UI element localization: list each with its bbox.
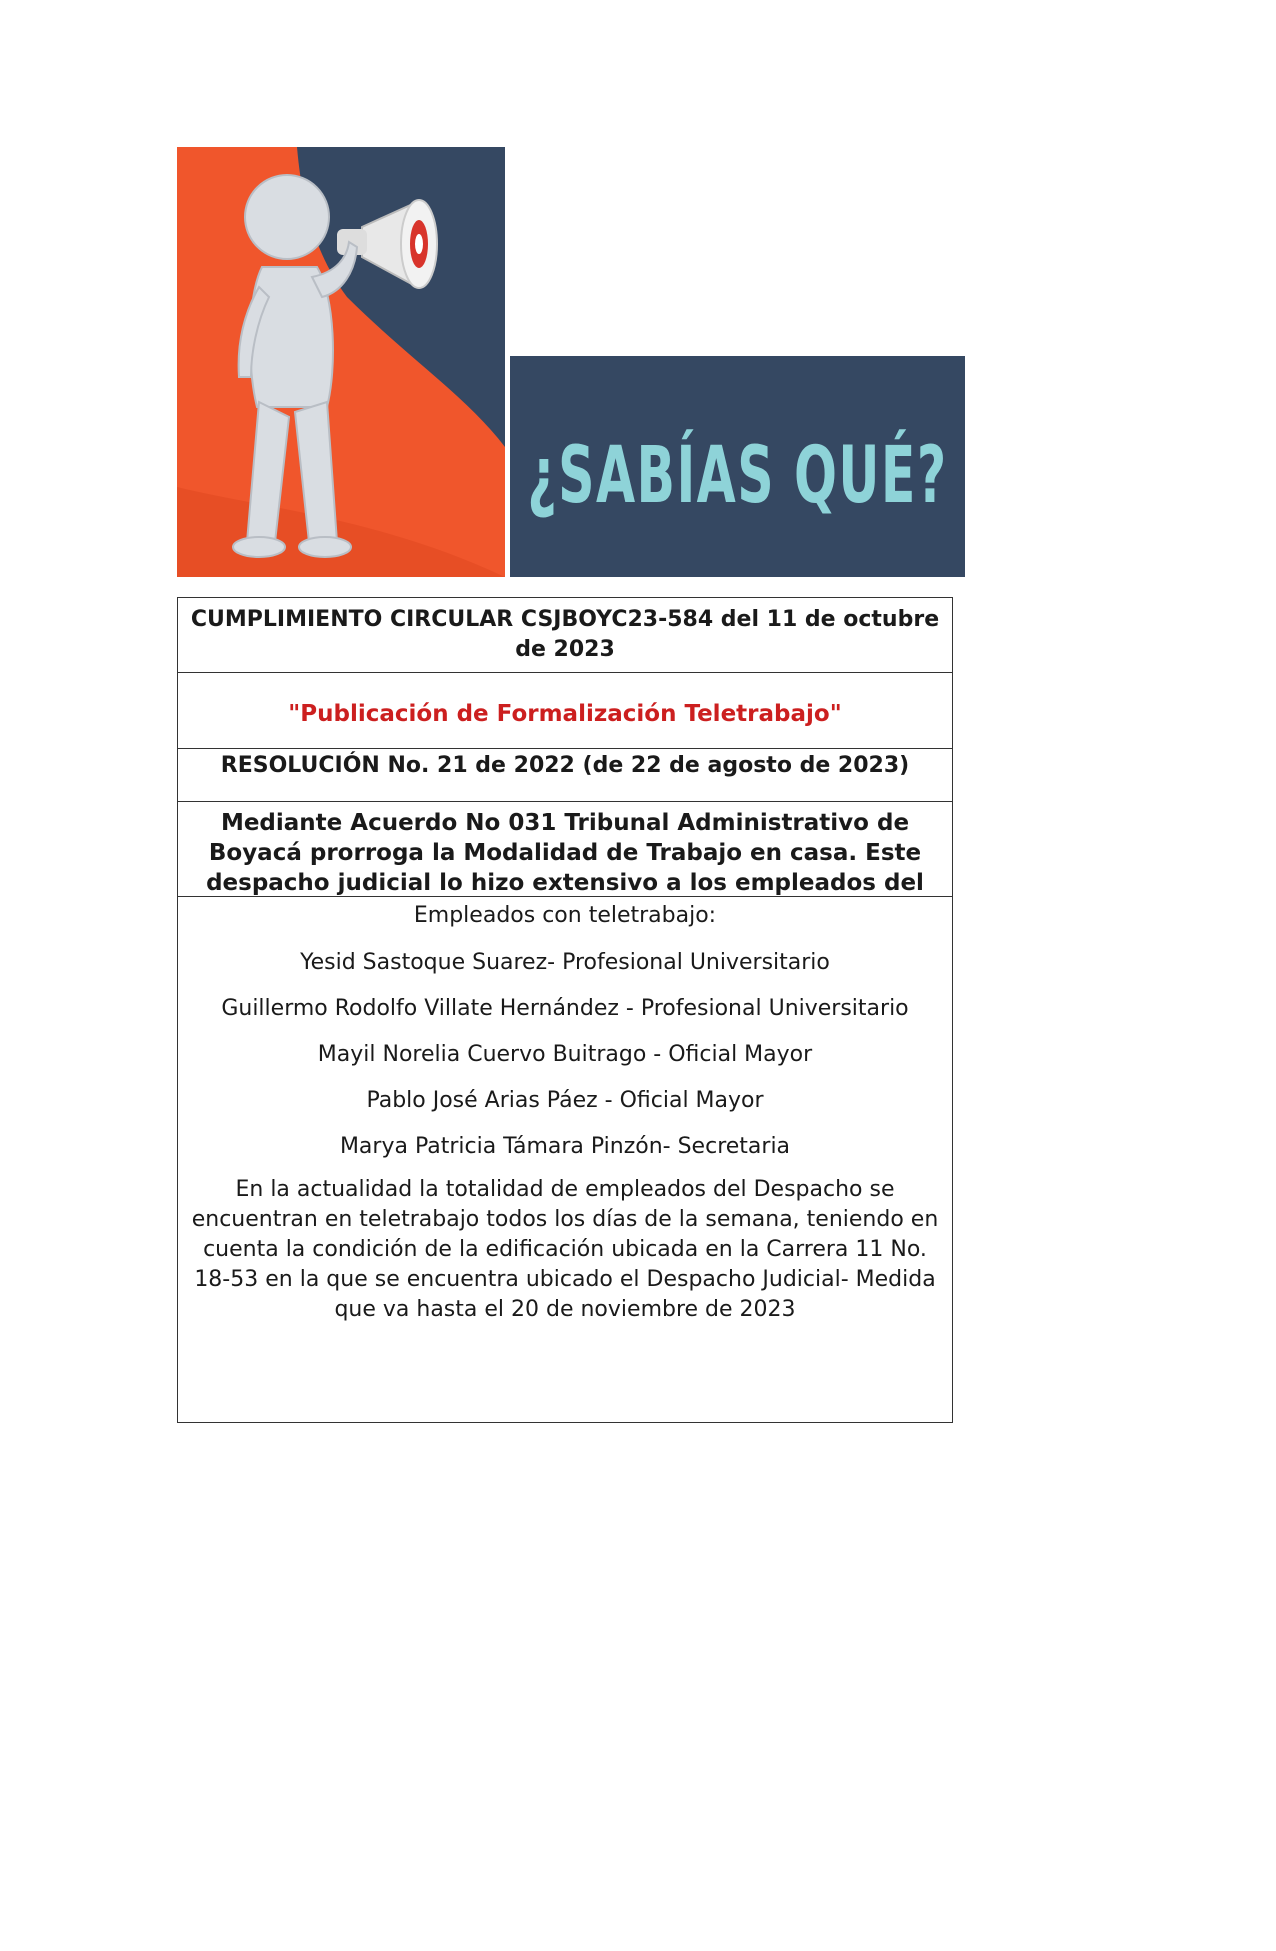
notice-table [177,597,953,1423]
teletrabajo-note: En la actualidad la totalidad de empleados del Despacho se encuentran en teletrabajo todos los días de la semana, teniendo en cuenta la condición de la edificación ubicada en la Carrera 11 No. 18-53 en la que se encuentra ubicado el Despacho Judicial- Medida que va hasta el 20 de noviembre de 2023 [191,1177,939,1322]
acuerdo-row [178,802,952,897]
empleados-list [190,949,940,1161]
empleados-row [178,897,952,1422]
list-item: Mayil Norelia Cuervo Buitrago - Oficial Mayor [317,1042,813,1067]
list-item: Pablo José Arias Páez - Oficial Mayor [366,1088,764,1113]
publicacion-text: "Publicación de Formalización Teletrabajo" [288,700,842,727]
megaphone-illustration [177,147,505,577]
empleados-heading: Empleados con teletrabajo: [413,903,717,928]
list-item: Yesid Sastoque Suarez- Profesional Universitario [300,950,830,975]
banner-headline: ¿SABÍAS QUÉ? [527,430,948,521]
list-item: Marya Patricia Támara Pinzón- Secretaria [339,1134,791,1159]
circular-text: CUMPLIMIENTO CIRCULAR CSJBOYC23-584 del 11 de octubre de 2023 [190,607,940,662]
sabias-que-banner [510,356,965,577]
acuerdo-text: Mediante Acuerdo No 031 Tribunal Administrativo de Boyacá prorroga la Modalidad de Trabajo en casa. Este despacho judicial lo hizo extensivo a los empleados del [206,810,924,896]
publicacion-row [178,673,952,749]
circular-row [178,598,952,673]
resolucion-text: RESOLUCIÓN No. 21 de 2022 (de 22 de agosto de 2023) [220,753,910,778]
list-item: Guillermo Rodolfo Villate Hernández - Profesional Universitario [221,996,909,1021]
resolucion-row [178,749,952,802]
